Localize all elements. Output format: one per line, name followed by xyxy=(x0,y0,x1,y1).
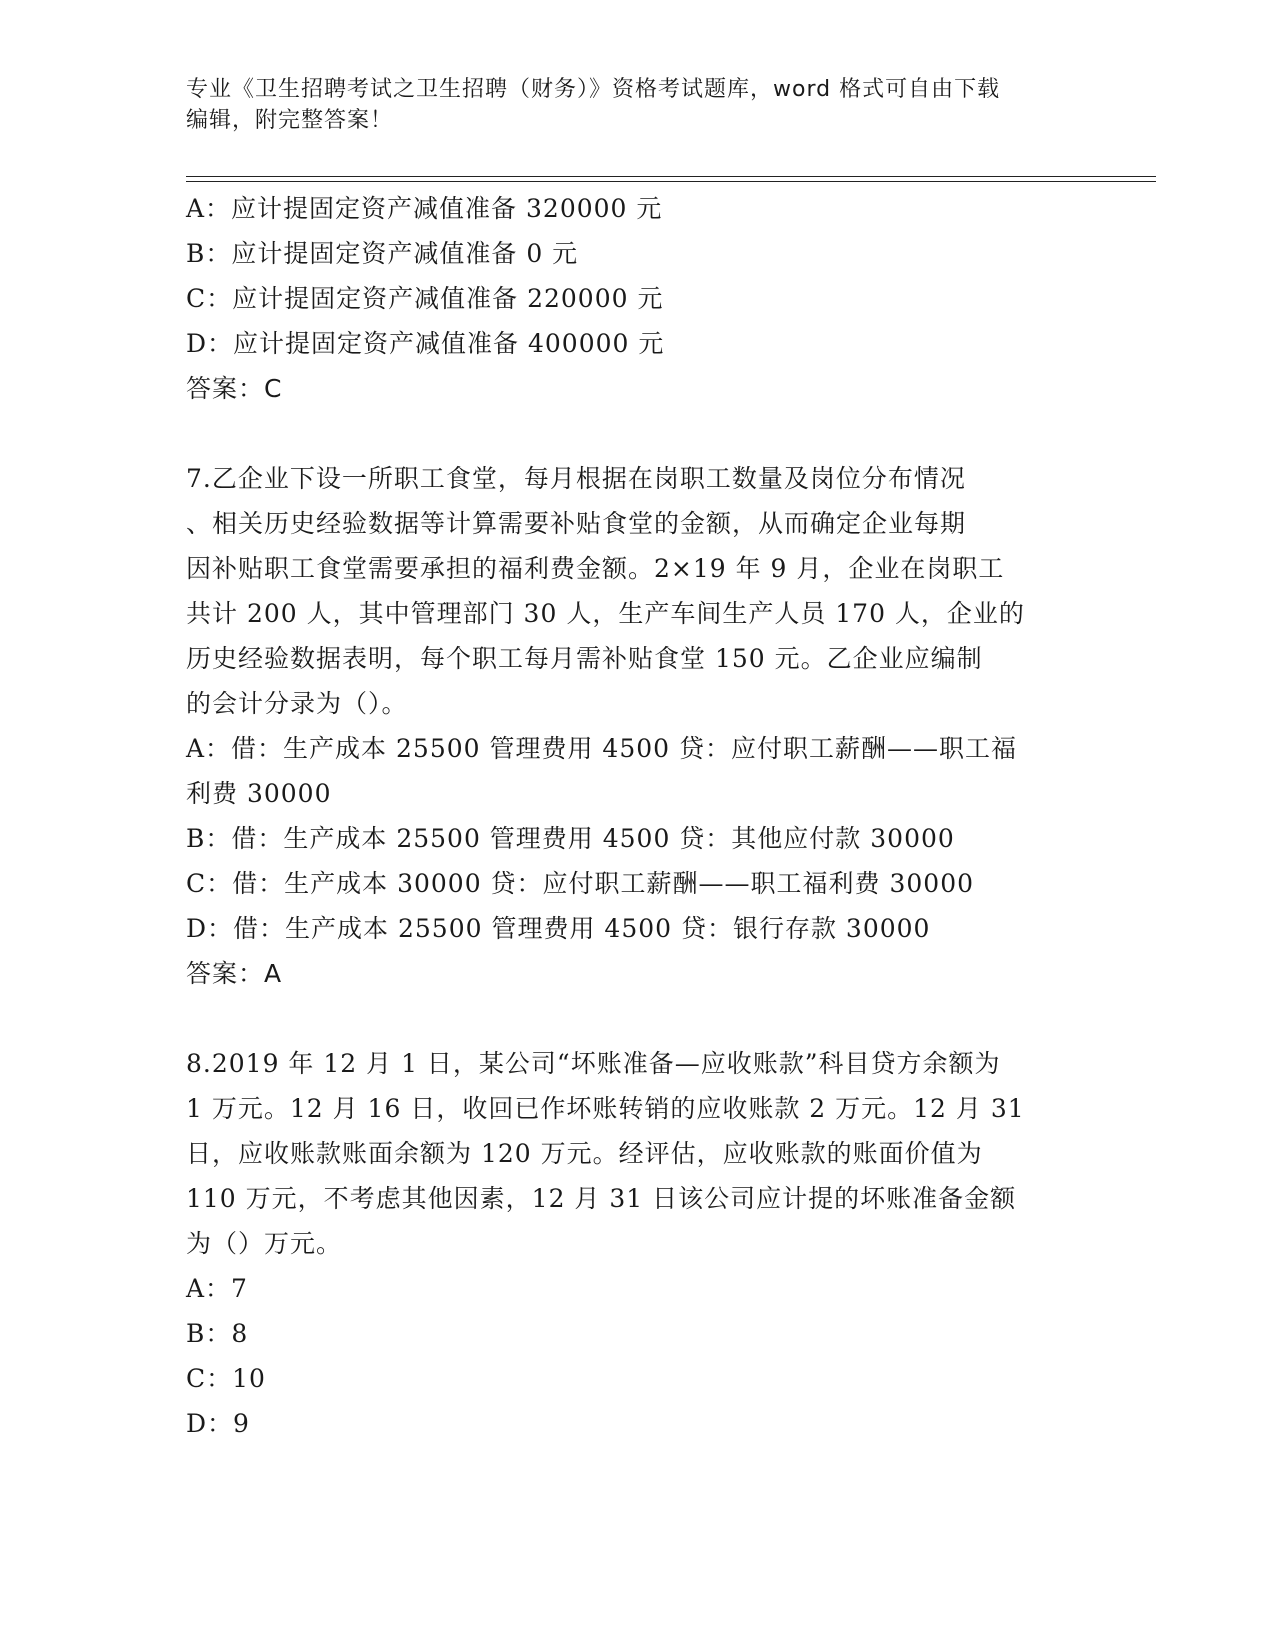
q8-stem-line-1: 8.2019 年 12 月 1 日，某公司“坏账准备—应收账款”科目贷方余额为 xyxy=(186,1049,1001,1078)
header-rule-top xyxy=(186,176,1156,177)
q7-stem-line-6: 的会计分录为（）。 xyxy=(186,689,408,718)
q7-stem-line-4: 共计 200 人，其中管理部门 30 人，生产车间生产人员 170 人，企业的 xyxy=(186,599,1025,628)
header-line-2: 编辑，附完整答案！ xyxy=(186,108,394,133)
q7-option-a: A：借：生产成本 25500 管理费用 4500 贷：应付职工薪酬——职工福 xyxy=(186,734,1017,763)
q8-stem-line-2: 1 万元。12 月 16 日，收回已作坏账转销的应收账款 2 万元。12 月 31 xyxy=(186,1094,1025,1123)
q7-option-a-cont: 利费 30000 xyxy=(186,779,332,808)
q7-option-d: D：借：生产成本 25500 管理费用 4500 贷：银行存款 30000 xyxy=(186,914,931,943)
q7-option-b: B：借：生产成本 25500 管理费用 4500 贷：其他应付款 30000 xyxy=(186,824,955,853)
q7-stem-line-2: 、相关历史经验数据等计算需要补贴食堂的金额，从而确定企业每期 xyxy=(186,509,967,538)
q8-stem-line-3: 日，应收账款账面余额为 120 万元。经评估，应收账款的账面价值为 xyxy=(186,1139,983,1168)
q6-option-a: A：应计提固定资产减值准备 320000 元 xyxy=(186,194,663,223)
q6-option-b: B：应计提固定资产减值准备 0 元 xyxy=(186,239,579,268)
q7-answer: 答案：A xyxy=(186,959,283,988)
q8-stem-line-4: 110 万元，不考虑其他因素，12 月 31 日该公司应计提的坏账准备金额 xyxy=(186,1184,1017,1213)
q7-stem-line-1: 7.乙企业下设一所职工食堂，每月根据在岗职工数量及岗位分布情况 xyxy=(186,464,966,493)
q7-option-c: C：借：生产成本 30000 贷：应付职工薪酬——职工福利费 30000 xyxy=(186,869,975,898)
header-line-1: 专业《卫生招聘考试之卫生招聘（财务）》资格考试题库，word 格式可自由下载 xyxy=(186,77,1001,102)
q7-stem-line-5: 历史经验数据表明，每个职工每月需补贴食堂 150 元。乙企业应编制 xyxy=(186,644,983,673)
q8-option-d: D：9 xyxy=(186,1409,250,1438)
q8-option-a: A：7 xyxy=(186,1274,248,1303)
q8-stem-line-5: 为（）万元。 xyxy=(186,1229,343,1258)
q8-option-b: B：8 xyxy=(186,1319,249,1348)
header-rule-bottom xyxy=(186,181,1156,182)
q6-answer: 答案：C xyxy=(186,374,283,403)
document-header xyxy=(186,74,1086,136)
q8-option-c: C：10 xyxy=(186,1364,266,1393)
q7-stem-line-3: 因补贴职工食堂需要承担的福利费金额。2×19 年 9 月，企业在岗职工 xyxy=(186,554,1005,583)
q6-option-d: D：应计提固定资产减值准备 400000 元 xyxy=(186,329,665,358)
q6-option-c: C：应计提固定资产减值准备 220000 元 xyxy=(186,284,664,313)
